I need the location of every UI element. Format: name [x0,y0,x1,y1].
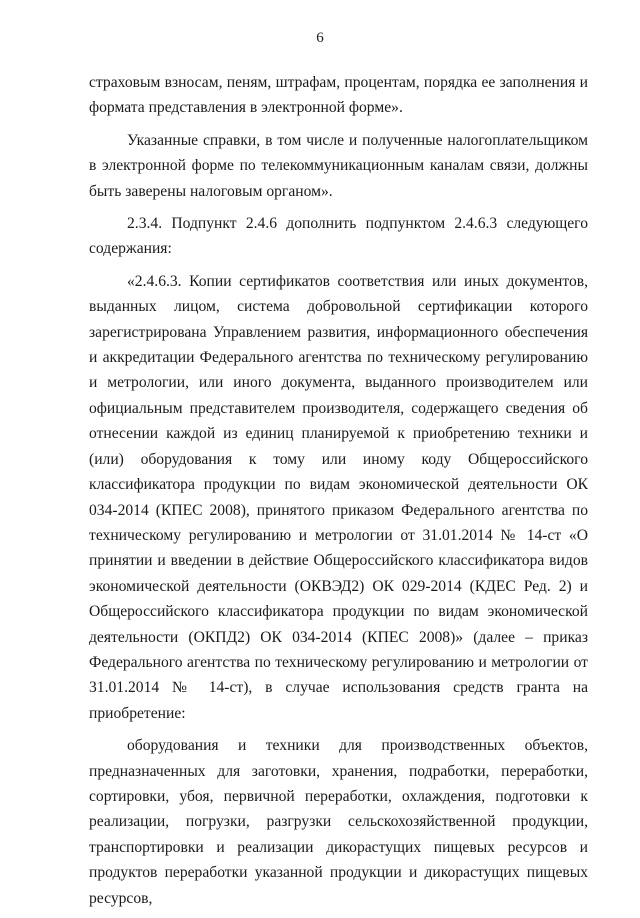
paragraph-2-4-6-3: «2.4.6.3. Копии сертификатов соответствия или иных документов, выданных лицом, система добровольной сертификации которого зарегистрирована Управлением развития, информационного обеспечения и аккредитации Федерального агентства по техническому регулированию и метрологии, или иного документа, выданного производителем или официальным представителем производителя, содержащего сведения об отнесении каждой из единиц планируемой к приобретению техники и (или) оборудования к тому или иному коду Общероссийского классификатора продукции по видам экономической деятельности ОК 034-2014 (КПЕС 2008), принятого приказом Федерального агентства по техническому регулированию и метрологии от 31.01.2014 № 14-ст «О принятии и введении в действие Общероссийского классификатора видов экономической деятельности (ОКВЭД2) ОК 029-2014 (КДЕС Ред. 2) и Общероссийского классификатора продукции по видам экономической деятельности (ОКПД2) ОК 034-2014 (КПЕС 2008)» (далее – приказ Федерального агентства по техническому регулированию и метрологии от 31.01.2014 № 14-ст), в случае использования средств гранта на приобретение: [89,272,588,722]
page-number: 6 [316,30,324,46]
paragraph-amendment-2-3-4: 2.3.4. Подпункт 2.4.6 дополнить подпунктом 2.4.6.3 следующего содержания: [89,215,588,258]
document-body [89,70,588,918]
paragraph-certificates-note: Указанные справки, в том числе и полученные налогоплательщиком в электронной форме по телекоммуникационным каналам связи, должны быть заверены налоговым органом». [89,131,588,200]
paragraph-equipment: оборудования и техники для производственных объектов, предназначенных для заготовки, хранения, подработки, переработки, сортировки, убоя, первичной переработки, охлаждения, подготовки к реализации, погрузки, разгрузки сельскохозяйственной продукции, транспортировки и реализации дикорастущих пищевых ресурсов и продуктов переработки указанной продукции и дикорастущих пищевых ресурсов, [89,737,588,907]
paragraph-continuation: страховым взносам, пеням, штрафам, процентам, порядка ее заполнения и формата представления в электронной форме». [89,74,588,117]
